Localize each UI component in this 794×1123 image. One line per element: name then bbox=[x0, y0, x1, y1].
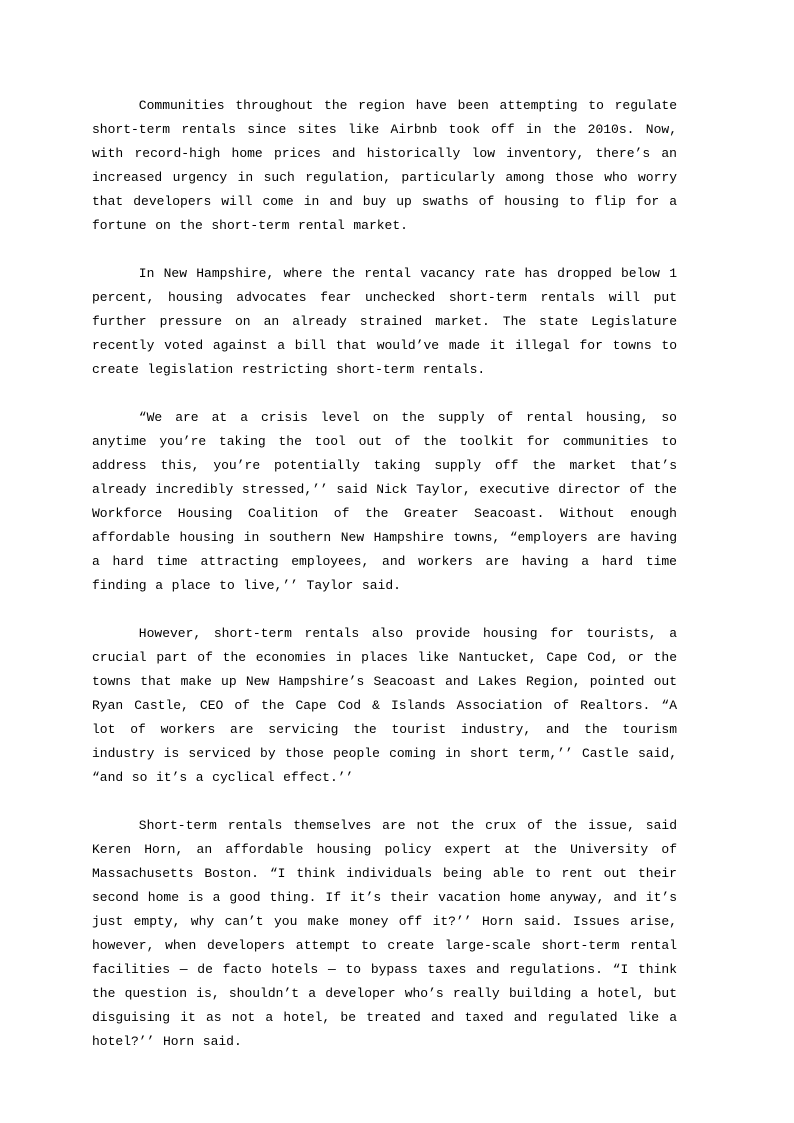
paragraph: However, short-term rentals also provide housing for tourists, a crucial part of the economies in places like Nantucket, Cape Cod, or the towns that make up New Hampshire’s Seacoast and Lakes Region, pointed out Ryan Castle, CEO of the Cape Cod & Islands Association of Realtors. “A lot of workers are servicing the tourist industry, and the tourism industry is serviced by those people coming in short term,’’ Castle said, “and so it’s a cyclical effect.’’ bbox=[92, 626, 677, 785]
paragraph: In New Hampshire, where the rental vacancy rate has dropped below 1 percent, housing advocates fear unchecked short-term rentals will put further pressure on an already strained market. The state Legislature recently voted against a bill that would’ve made it illegal for towns to create legislation restricting short-term rentals. bbox=[92, 266, 677, 377]
document-body bbox=[92, 94, 677, 1054]
paragraph: Communities throughout the region have been attempting to regulate short-term rentals since sites like Airbnb took off in the 2010s. Now, with record-high home prices and historically low inventory, there’s an increased urgency in such regulation, particularly among those who worry that developers will come in and buy up swaths of housing to flip for a fortune on the short-term rental market. bbox=[92, 98, 677, 233]
paragraph: “We are at a crisis level on the supply of rental housing, so anytime you’re taking the tool out of the toolkit for communities to address this, you’re potentially taking supply off the market that’s already incredibly stressed,’’ said Nick Taylor, executive director of the Workforce Housing Coalition of the Greater Seacoast. Without enough affordable housing in southern New Hampshire towns, “employers are having a hard time attracting employees, and workers are having a hard time finding a place to live,’’ Taylor said. bbox=[92, 410, 677, 593]
paragraph: Short-term rentals themselves are not the crux of the issue, said Keren Horn, an affordable housing policy expert at the University of Massachusetts Boston. “I think individuals being able to rent out their second home is a good thing. If it’s their vacation home anyway, and it’s just empty, why can’t you make money off it?’’ Horn said. Issues arise, however, when developers attempt to create large-scale short-term rental facilities — de facto hotels — to bypass taxes and regulations. “I think the question is, shouldn’t a developer who’s really building a hotel, but disguising it as not a hotel, be treated and taxed and regulated like a hotel?’’ Horn said. bbox=[92, 818, 677, 1049]
